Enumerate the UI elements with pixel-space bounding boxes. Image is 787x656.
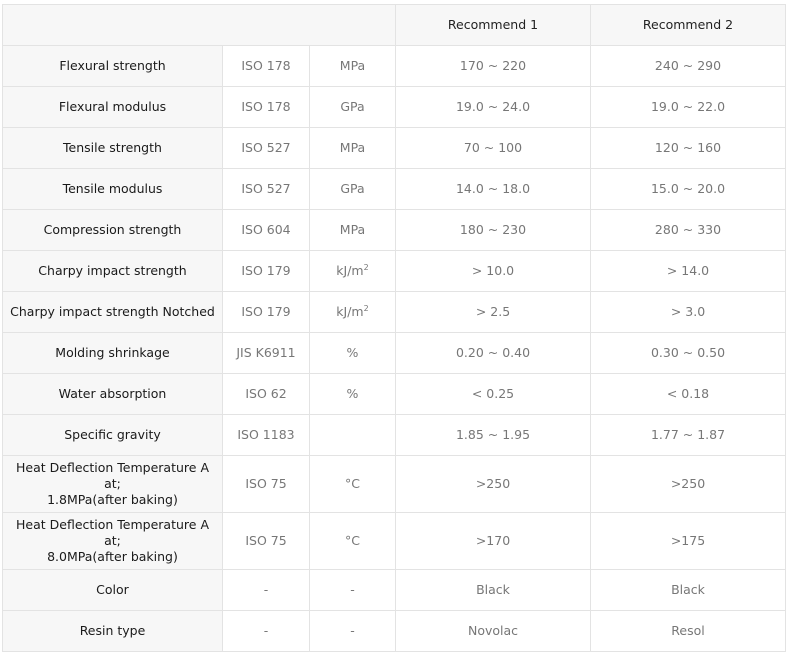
recommend-1-cell: > 10.0 bbox=[396, 251, 591, 292]
recommend-1-cell: < 0.25 bbox=[396, 374, 591, 415]
table-row bbox=[3, 333, 786, 374]
recommend-1-cell: 180 ~ 230 bbox=[396, 210, 591, 251]
unit-cell: - bbox=[310, 611, 396, 652]
property-line-2: 1.8MPa(after baking) bbox=[47, 492, 178, 507]
recommend-2-cell: 1.77 ~ 1.87 bbox=[591, 415, 786, 456]
standard-cell: ISO 178 bbox=[223, 46, 310, 87]
recommend-1-cell: 19.0 ~ 24.0 bbox=[396, 87, 591, 128]
unit-cell: GPa bbox=[310, 87, 396, 128]
recommend-2-cell: >250 bbox=[591, 456, 786, 513]
recommend-1-cell: >170 bbox=[396, 513, 591, 570]
table-row bbox=[3, 456, 786, 513]
recommend-2-cell: 19.0 ~ 22.0 bbox=[591, 87, 786, 128]
table-row bbox=[3, 292, 786, 333]
property-line-1: Heat Deflection Temperature A at; bbox=[16, 517, 209, 548]
recommend-2-cell: > 3.0 bbox=[591, 292, 786, 333]
standard-cell: - bbox=[223, 570, 310, 611]
table-row bbox=[3, 169, 786, 210]
recommend-2-cell: 15.0 ~ 20.0 bbox=[591, 169, 786, 210]
recommend-2-cell: > 14.0 bbox=[591, 251, 786, 292]
property-cell: Charpy impact strength Notched bbox=[3, 292, 223, 333]
unit-cell: MPa bbox=[310, 210, 396, 251]
property-cell: Compression strength bbox=[3, 210, 223, 251]
unit-cell bbox=[310, 292, 396, 333]
unit-cell: MPa bbox=[310, 128, 396, 169]
property-cell: Flexural strength bbox=[3, 46, 223, 87]
unit-cell: GPa bbox=[310, 169, 396, 210]
header-blank bbox=[3, 5, 396, 46]
recommend-2-cell: Resol bbox=[591, 611, 786, 652]
table-row bbox=[3, 374, 786, 415]
recommend-2-cell: 0.30 ~ 0.50 bbox=[591, 333, 786, 374]
table-row bbox=[3, 251, 786, 292]
table-header-row bbox=[3, 5, 786, 46]
table-row bbox=[3, 611, 786, 652]
recommend-1-cell: 170 ~ 220 bbox=[396, 46, 591, 87]
recommend-2-cell: >175 bbox=[591, 513, 786, 570]
recommend-2-cell: 120 ~ 160 bbox=[591, 128, 786, 169]
property-cell: Water absorption bbox=[3, 374, 223, 415]
unit-cell: °C bbox=[310, 456, 396, 513]
standard-cell: ISO 179 bbox=[223, 292, 310, 333]
table-row bbox=[3, 87, 786, 128]
recommend-1-cell: 14.0 ~ 18.0 bbox=[396, 169, 591, 210]
property-cell: Resin type bbox=[3, 611, 223, 652]
property-cell bbox=[3, 513, 223, 570]
property-line-2: 8.0MPa(after baking) bbox=[47, 549, 178, 564]
standard-cell: ISO 62 bbox=[223, 374, 310, 415]
standard-cell: - bbox=[223, 611, 310, 652]
property-cell: Molding shrinkage bbox=[3, 333, 223, 374]
unit-cell: % bbox=[310, 374, 396, 415]
property-cell: Charpy impact strength bbox=[3, 251, 223, 292]
unit-superscript: 2 bbox=[363, 303, 369, 313]
standard-cell: ISO 178 bbox=[223, 87, 310, 128]
recommend-2-cell: < 0.18 bbox=[591, 374, 786, 415]
property-cell: Color bbox=[3, 570, 223, 611]
unit-cell: % bbox=[310, 333, 396, 374]
recommend-1-cell: 1.85 ~ 1.95 bbox=[396, 415, 591, 456]
unit-cell: MPa bbox=[310, 46, 396, 87]
recommend-2-cell: 280 ~ 330 bbox=[591, 210, 786, 251]
table-row bbox=[3, 513, 786, 570]
header-recommend-2: Recommend 2 bbox=[591, 5, 786, 46]
recommend-2-cell: 240 ~ 290 bbox=[591, 46, 786, 87]
recommend-1-cell: >250 bbox=[396, 456, 591, 513]
unit-superscript: 2 bbox=[363, 262, 369, 272]
unit-cell: - bbox=[310, 570, 396, 611]
recommend-1-cell: Novolac bbox=[396, 611, 591, 652]
standard-cell: ISO 527 bbox=[223, 169, 310, 210]
standard-cell: ISO 179 bbox=[223, 251, 310, 292]
unit-base: kJ/m bbox=[336, 304, 364, 319]
recommend-1-cell: > 2.5 bbox=[396, 292, 591, 333]
standard-cell: ISO 75 bbox=[223, 456, 310, 513]
standard-cell: ISO 1183 bbox=[223, 415, 310, 456]
property-cell: Tensile strength bbox=[3, 128, 223, 169]
unit-cell bbox=[310, 415, 396, 456]
property-cell bbox=[3, 456, 223, 513]
recommend-2-cell: Black bbox=[591, 570, 786, 611]
property-cell: Flexural modulus bbox=[3, 87, 223, 128]
standard-cell: JIS K6911 bbox=[223, 333, 310, 374]
standard-cell: ISO 604 bbox=[223, 210, 310, 251]
recommend-1-cell: 70 ~ 100 bbox=[396, 128, 591, 169]
recommend-1-cell: Black bbox=[396, 570, 591, 611]
table-row bbox=[3, 415, 786, 456]
properties-table-container bbox=[2, 4, 786, 652]
standard-cell: ISO 75 bbox=[223, 513, 310, 570]
table-row bbox=[3, 46, 786, 87]
recommend-1-cell: 0.20 ~ 0.40 bbox=[396, 333, 591, 374]
property-line-1: Heat Deflection Temperature A at; bbox=[16, 460, 209, 491]
standard-cell: ISO 527 bbox=[223, 128, 310, 169]
property-cell: Tensile modulus bbox=[3, 169, 223, 210]
header-recommend-1: Recommend 1 bbox=[396, 5, 591, 46]
unit-base: kJ/m bbox=[336, 263, 364, 278]
table-row bbox=[3, 210, 786, 251]
unit-cell: °C bbox=[310, 513, 396, 570]
table-row bbox=[3, 128, 786, 169]
unit-cell bbox=[310, 251, 396, 292]
properties-table bbox=[2, 4, 786, 652]
table-row bbox=[3, 570, 786, 611]
property-cell: Specific gravity bbox=[3, 415, 223, 456]
